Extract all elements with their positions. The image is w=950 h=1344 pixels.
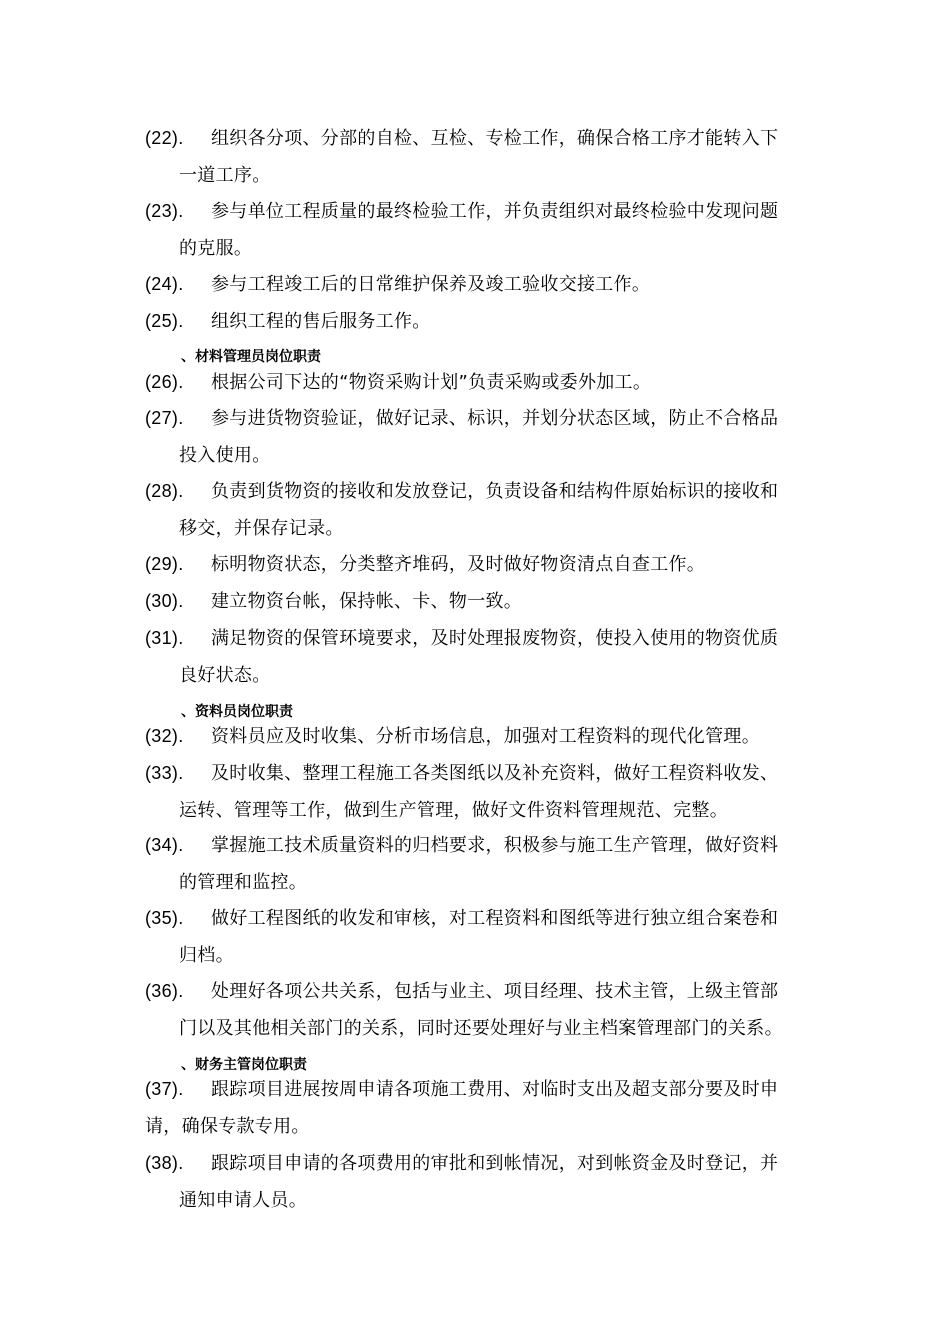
item-text: 组织工程的售后服务工作。 (211, 311, 431, 332)
item-text-continued: 良好状态。 (179, 665, 271, 686)
section-heading-records-clerk: 、资料员岗位职责 (181, 704, 293, 720)
item-number: (37). (145, 1079, 184, 1099)
item-number: (33). (145, 763, 184, 783)
item-number: (31). (145, 628, 184, 648)
item-number: (29). (145, 554, 184, 574)
item-text: 建立物资台帐，保持帐、卡、物一致。 (211, 591, 523, 612)
section-heading-finance-supervisor: 、财务主管岗位职责 (181, 1057, 307, 1073)
item-text: 跟踪项目申请的各项费用的审批和到帐情况，对到帐资金及时登记，并 (211, 1153, 779, 1174)
item-text-continued: 运转、管理等工作，做到生产管理，做好文件资料管理规范、完整。 (179, 800, 728, 821)
list-item-31 (145, 620, 807, 694)
item-text: 参与单位工程质量的最终检验工作，并负责组织对最终检验中发现问题 (211, 201, 779, 222)
list-item-22 (145, 120, 807, 194)
item-number: (23). (145, 201, 184, 221)
item-text: 及时收集、整理工程施工各类图纸以及补充资料，做好工程资料收发、 (211, 763, 779, 784)
item-number: (25). (145, 311, 184, 331)
item-text: 跟踪项目进展按周申请各项施工费用、对临时支出及超支部分要及时申 (211, 1079, 779, 1100)
list-item-33 (145, 755, 807, 829)
item-number: (22). (145, 128, 184, 148)
item-number: (38). (145, 1153, 184, 1173)
item-text-continued: 归档。 (179, 945, 234, 966)
list-item-35 (145, 900, 807, 974)
item-text-continued: 通知申请人员。 (179, 1190, 308, 1211)
item-text-continued: 的克服。 (179, 238, 253, 259)
item-text: 资料员应及时收集、分析市场信息，加强对工程资料的现代化管理。 (211, 726, 760, 747)
list-item-36 (145, 973, 807, 1047)
item-number: (30). (145, 591, 184, 611)
item-text: 根据公司下达的“物资采购计划”负责采购或委外加工。 (211, 372, 652, 393)
item-text: 做好工程图纸的收发和审核，对工程资料和图纸等进行独立组合案卷和 (211, 908, 779, 929)
item-text-continued: 的管理和监控。 (179, 872, 308, 893)
item-text: 标明物资状态，分类整齐堆码，及时做好物资清点自查工作。 (211, 554, 706, 575)
item-text: 满足物资的保管环境要求，及时处理报废物资，使投入使用的物资优质 (211, 628, 779, 649)
item-number: (34). (145, 835, 184, 855)
list-item-27 (145, 400, 807, 474)
list-item-32 (145, 718, 807, 755)
item-text: 参与进货物资验证，做好记录、标识，并划分状态区域，防止不合格品 (211, 408, 779, 429)
list-item-26 (145, 364, 807, 401)
item-number: (28). (145, 481, 184, 501)
list-item-38 (145, 1145, 807, 1219)
list-item-23 (145, 193, 807, 267)
item-text: 参与工程竣工后的日常维护保养及竣工验收交接工作。 (211, 274, 651, 295)
item-text-continued: 一道工序。 (179, 165, 271, 186)
item-number: (24). (145, 274, 184, 294)
item-text-continued: 请，确保专款专用。 (145, 1116, 310, 1137)
list-item-37 (145, 1071, 807, 1145)
item-number: (32). (145, 726, 184, 746)
item-text: 组织各分项、分部的自检、互检、专检工作，确保合格工序才能转入下 (211, 128, 779, 149)
item-number: (26). (145, 372, 184, 392)
item-text-continued: 门以及其他相关部门的关系，同时还要处理好与业主档案管理部门的关系。 (179, 1018, 783, 1039)
item-number: (36). (145, 981, 184, 1001)
list-item-30 (145, 583, 807, 620)
list-item-25 (145, 303, 807, 340)
item-text: 处理好各项公共关系，包括与业主、项目经理、技术主管，上级主管部 (211, 981, 779, 1002)
item-number: (27). (145, 408, 184, 428)
item-text-continued: 移交，并保存记录。 (179, 518, 344, 539)
section-heading-materials-manager: 、材料管理员岗位职责 (181, 349, 321, 365)
list-item-29 (145, 546, 807, 583)
item-number: (35). (145, 908, 184, 928)
list-item-34 (145, 827, 807, 901)
item-text-continued: 投入使用。 (179, 445, 271, 466)
item-text: 负责到货物资的接收和发放登记，负责设备和结构件原始标识的接收和 (211, 481, 779, 502)
list-item-28 (145, 473, 807, 547)
item-text: 掌握施工技术质量资料的归档要求，积极参与施工生产管理，做好资料 (211, 835, 779, 856)
list-item-24 (145, 266, 807, 303)
